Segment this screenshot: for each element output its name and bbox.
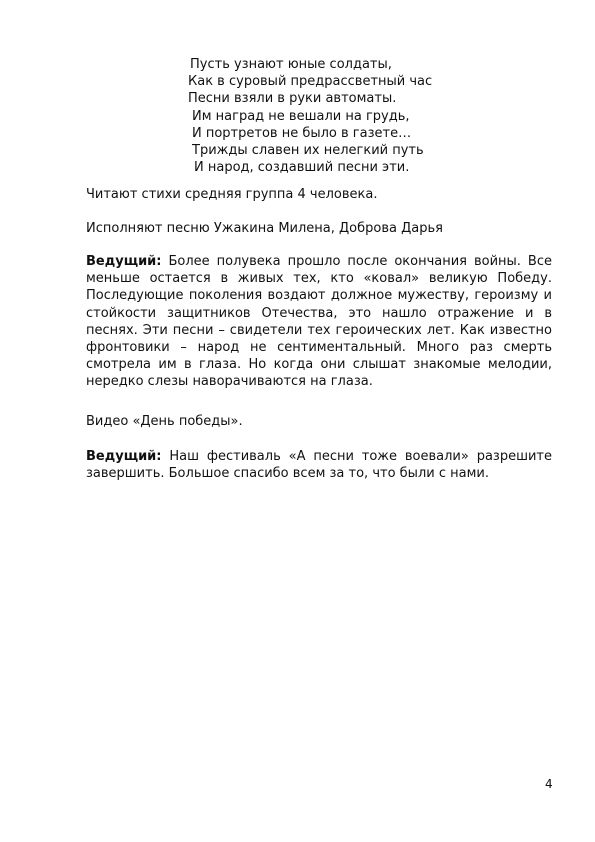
host-label: Ведущий: [86, 254, 162, 269]
song-note: Исполняют песню Ужакина Милена, Доброва Дарья [86, 221, 443, 236]
host-paragraph-2 [86, 448, 552, 482]
host-text: Наш фестиваль «А песни тоже воевали» разрешите завершить. Большое спасибо всем за то, что были с нами. [86, 449, 552, 482]
host-paragraph-1 [86, 253, 552, 391]
poem-line: Пусть узнают юные солдаты, [190, 57, 392, 72]
reading-note: Читают стихи средняя группа 4 человека. [86, 187, 378, 202]
host-text: Более полувека прошло после окончания войны. Все меньше остается в живых тех, кто «ковал» великую Победу. Последующие поколения воздают должное мужеству, героизму и стойкости защитников Отечества, это нашло отражение и в песнях. Эти песни – свидетели тех героических лет. Как известно фронтовики – народ не сентиментальный. Много раз смерть смотрела им в глаза. Но когда они слышат знакомые мелодии, нередко слезы наворачиваются на глаза. [86, 254, 552, 390]
host-label: Ведущий: [86, 449, 162, 464]
poem-line: Трижды славен их нелегкий путь [192, 142, 424, 158]
poem-line: Как в суровый предрассветный час [188, 74, 433, 90]
poem-line: И народ, создавший песни эти. [194, 160, 410, 176]
poem-line: Песни взяли в руки автоматы. [188, 91, 397, 107]
video-note: Видео «День победы». [86, 414, 243, 429]
poem-line: Им наград не вешали на грудь, [192, 108, 410, 124]
page-number: 4 [545, 777, 553, 791]
poem [176, 56, 496, 176]
poem-line: И портретов не было в газете… [192, 125, 412, 141]
